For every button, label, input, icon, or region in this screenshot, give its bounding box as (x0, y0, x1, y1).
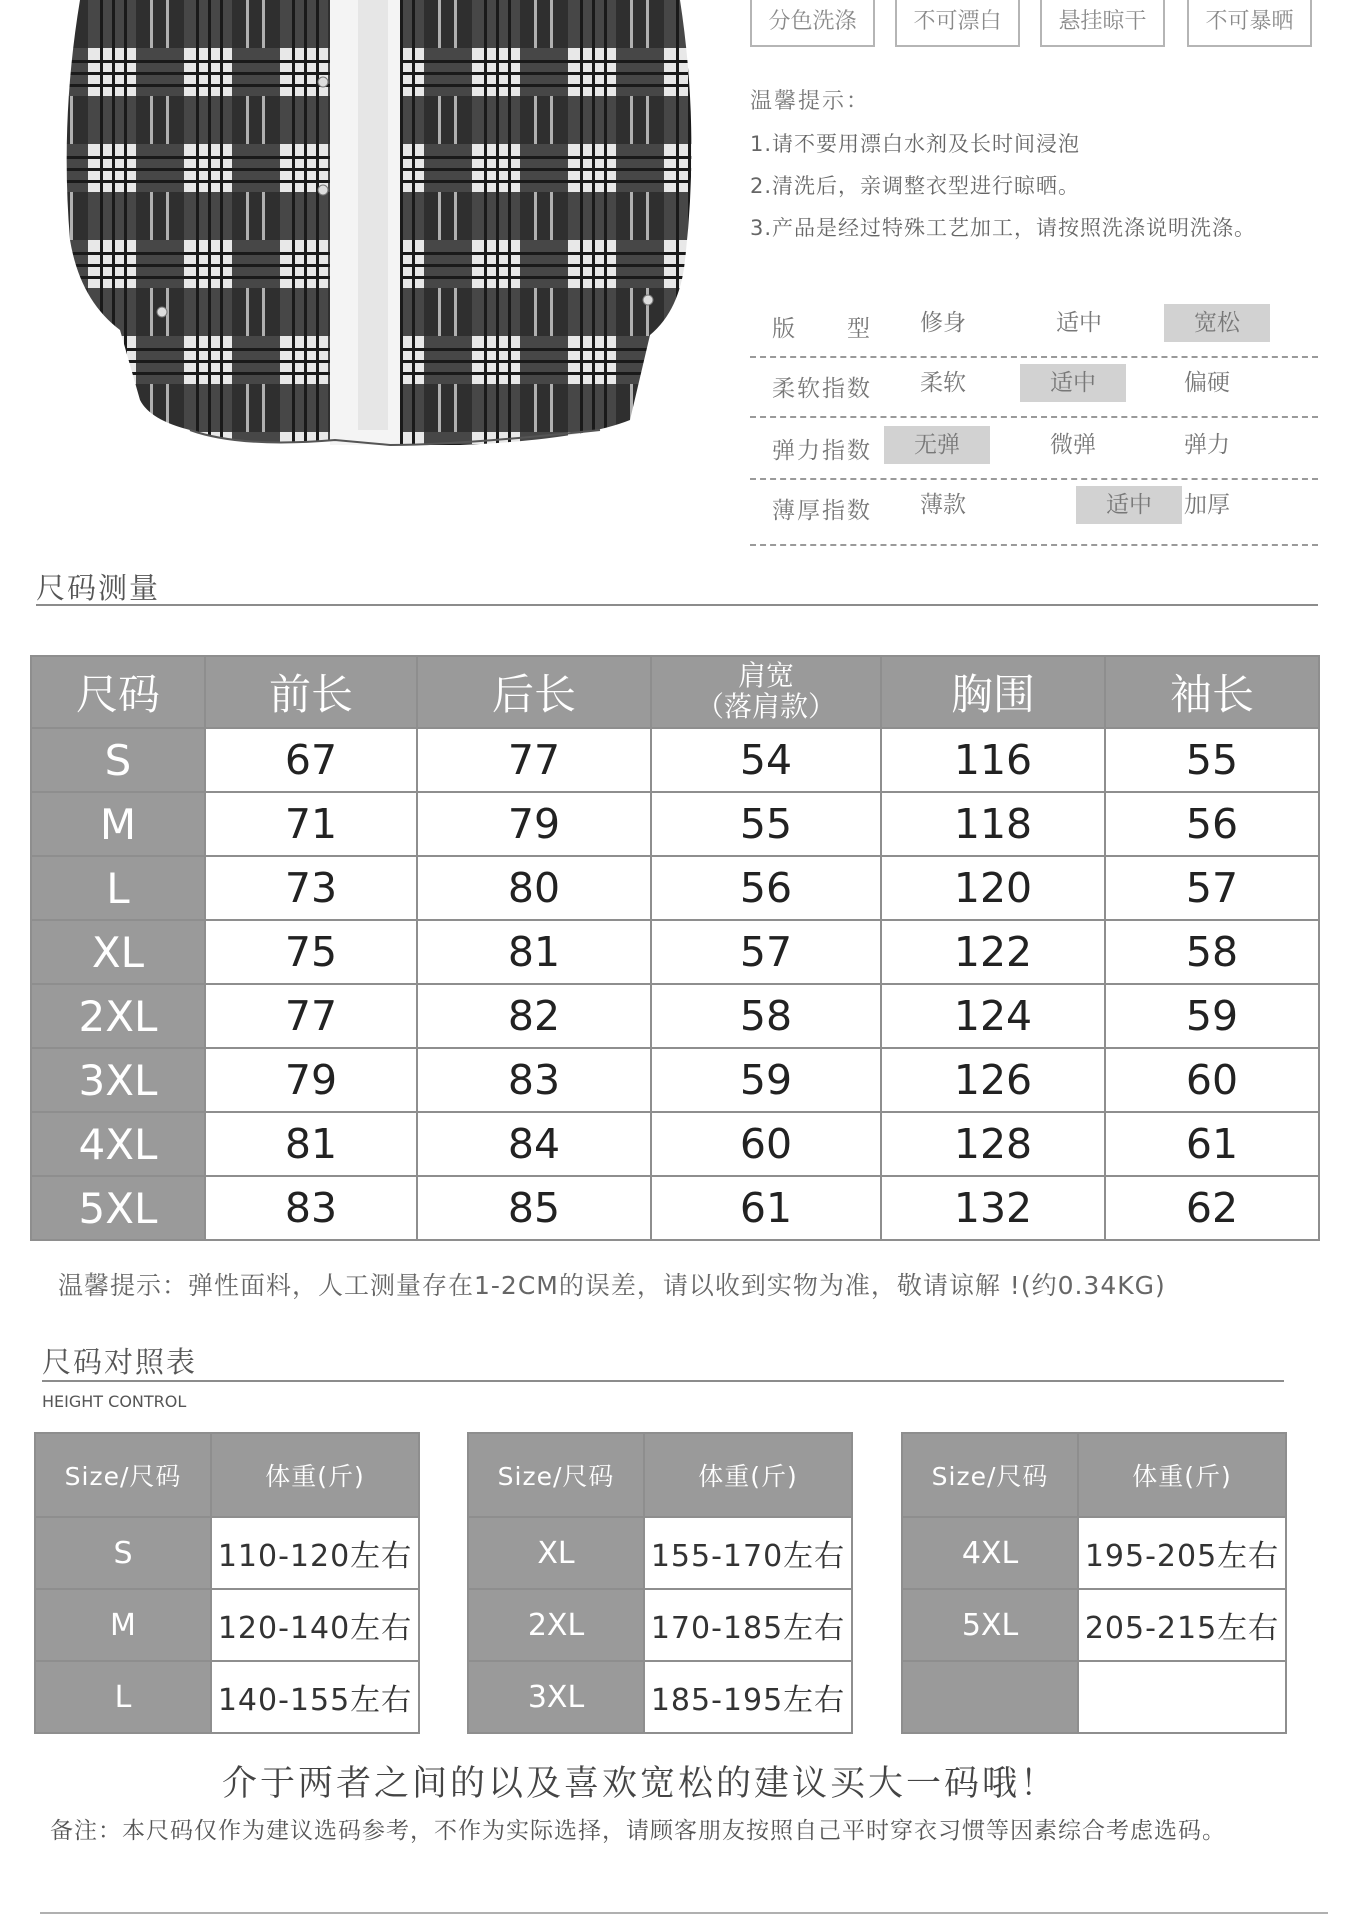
attr-row-fit (750, 298, 1318, 358)
value-cell: 124 (881, 984, 1105, 1048)
ref-size-cell: S (35, 1517, 211, 1589)
recommendation-text: 介于两者之间的以及喜欢宽松的建议买大一码哦！ (222, 1764, 1059, 1804)
reference-table-2 (467, 1432, 853, 1734)
ref-weight-cell: 155-170左右 (644, 1517, 852, 1589)
ref-size-cell: 3XL (468, 1661, 644, 1733)
measure-section-title: 尺码测量 (36, 571, 161, 605)
value-cell: 122 (881, 920, 1105, 984)
table-row (31, 920, 1319, 984)
care-tag-hang-dry: 悬挂晾干 (1040, 0, 1165, 47)
ref-size-cell: L (35, 1661, 211, 1733)
attr-option: 偏硬 (1184, 370, 1230, 396)
header-shoulder-label: 肩宽 (737, 659, 794, 692)
value-cell: 57 (1105, 856, 1319, 920)
ref-header-size: Size/尺码 (468, 1433, 644, 1517)
table-row (31, 792, 1319, 856)
attr-label: 薄厚指数 (772, 498, 872, 524)
reference-table-1 (34, 1432, 420, 1734)
value-cell: 56 (651, 856, 881, 920)
value-cell: 60 (1105, 1048, 1319, 1112)
attr-label: 弹力指数 (772, 438, 872, 464)
header-chest: 胸围 (881, 656, 1105, 728)
value-cell: 83 (205, 1176, 417, 1240)
value-cell: 56 (1105, 792, 1319, 856)
attr-row-elasticity (750, 420, 1318, 480)
table-row (468, 1661, 852, 1733)
header-size: 尺码 (31, 656, 205, 728)
value-cell: 54 (651, 728, 881, 792)
size-cell: XL (31, 920, 205, 984)
ref-weight-cell: 140-155左右 (211, 1661, 419, 1733)
bottom-divider (40, 1912, 1328, 1914)
value-cell: 79 (417, 792, 651, 856)
value-cell: 59 (1105, 984, 1319, 1048)
measurement-table (30, 655, 1320, 1241)
value-cell: 120 (881, 856, 1105, 920)
attr-row-thickness (750, 480, 1318, 546)
value-cell: 77 (205, 984, 417, 1048)
value-cell: 73 (205, 856, 417, 920)
table-row (902, 1661, 1286, 1733)
ref-header-weight: 体重(斤) (1078, 1433, 1286, 1517)
care-tag-separate-wash: 分色洗涤 (750, 0, 875, 47)
value-cell: 128 (881, 1112, 1105, 1176)
value-cell: 81 (205, 1112, 417, 1176)
table-row (31, 1048, 1319, 1112)
table-row (902, 1517, 1286, 1589)
value-cell: 61 (1105, 1112, 1319, 1176)
value-cell: 83 (417, 1048, 651, 1112)
size-cell: 3XL (31, 1048, 205, 1112)
attr-option-selected: 适中 (1076, 486, 1182, 524)
value-cell: 116 (881, 728, 1105, 792)
attr-option-selected: 宽松 (1164, 304, 1270, 342)
care-tag-no-sun: 不可暴晒 (1187, 0, 1312, 47)
ref-size-cell (902, 1661, 1078, 1733)
value-cell: 82 (417, 984, 651, 1048)
ref-size-cell: M (35, 1589, 211, 1661)
table-row (31, 984, 1319, 1048)
table-row (31, 1112, 1319, 1176)
value-cell: 59 (651, 1048, 881, 1112)
table-row (35, 1661, 419, 1733)
attr-label: 版 型 (772, 316, 872, 342)
value-cell: 80 (417, 856, 651, 920)
value-cell: 55 (651, 792, 881, 856)
value-cell: 58 (1105, 920, 1319, 984)
ref-header-size: Size/尺码 (902, 1433, 1078, 1517)
value-cell: 85 (417, 1176, 651, 1240)
attr-option: 加厚 (1184, 492, 1230, 518)
tips-line-2: 2.清洗后，亲调整衣型进行晾晒。 (750, 174, 1081, 198)
ref-weight-cell: 120-140左右 (211, 1589, 419, 1661)
attr-option-selected: 适中 (1020, 364, 1126, 402)
tips-title: 温馨提示： (750, 89, 871, 114)
value-cell: 58 (651, 984, 881, 1048)
measure-header-row (31, 656, 1319, 728)
measurement-note: 温馨提示：弹性面料，人工测量存在1-2CM的误差，请以收到实物为准，敬请谅解 !(约0.34KG) (58, 1271, 1166, 1300)
table-row (468, 1589, 852, 1661)
ref-size-cell: 4XL (902, 1517, 1078, 1589)
care-tag-no-bleach: 不可漂白 (895, 0, 1020, 47)
value-cell: 75 (205, 920, 417, 984)
reference-section-subtitle: HEIGHT CONTROL (42, 1392, 187, 1411)
ref-weight-cell: 195-205左右 (1078, 1517, 1286, 1589)
table-row (35, 1517, 419, 1589)
table-row (31, 1176, 1319, 1240)
value-cell: 60 (651, 1112, 881, 1176)
ref-weight-cell: 110-120左右 (211, 1517, 419, 1589)
ref-weight-cell: 185-195左右 (644, 1661, 852, 1733)
attr-option: 柔软 (920, 370, 966, 396)
value-cell: 81 (417, 920, 651, 984)
tips-line-1: 1.请不要用漂白水剂及长时间浸泡 (750, 132, 1081, 156)
table-row (902, 1589, 1286, 1661)
table-row (31, 728, 1319, 792)
size-cell: 2XL (31, 984, 205, 1048)
value-cell: 55 (1105, 728, 1319, 792)
ref-size-cell: 2XL (468, 1589, 644, 1661)
remark-text: 备注：本尺码仅作为建议选码参考，不作为实际选择，请顾客朋友按照自己平时穿衣习惯等因素综合考虑选码。 (50, 1818, 1226, 1844)
attr-option: 修身 (920, 310, 966, 336)
size-cell: 5XL (31, 1176, 205, 1240)
value-cell: 77 (417, 728, 651, 792)
ref-weight-cell: 170-185左右 (644, 1589, 852, 1661)
ref-size-cell: 5XL (902, 1589, 1078, 1661)
value-cell: 84 (417, 1112, 651, 1176)
reference-section-divider (42, 1380, 1284, 1382)
header-sleeve: 袖长 (1105, 656, 1319, 728)
value-cell: 79 (205, 1048, 417, 1112)
reference-table-3 (901, 1432, 1287, 1734)
table-row (31, 856, 1319, 920)
value-cell: 61 (651, 1176, 881, 1240)
attr-option: 微弹 (1050, 432, 1096, 458)
table-row (35, 1589, 419, 1661)
plaid-shirt-photo (40, 0, 700, 450)
value-cell: 57 (651, 920, 881, 984)
size-cell: L (31, 856, 205, 920)
attr-option: 弹力 (1184, 432, 1230, 458)
value-cell: 71 (205, 792, 417, 856)
table-row (468, 1517, 852, 1589)
size-cell: S (31, 728, 205, 792)
size-cell: 4XL (31, 1112, 205, 1176)
ref-size-cell: XL (468, 1517, 644, 1589)
ref-header-weight: 体重(斤) (211, 1433, 419, 1517)
size-cell: M (31, 792, 205, 856)
tips-line-3: 3.产品是经过特殊工艺加工，请按照洗涤说明洗涤。 (750, 216, 1257, 240)
value-cell: 62 (1105, 1176, 1319, 1240)
header-front-length: 前长 (205, 656, 417, 728)
attr-label: 柔软指数 (772, 376, 872, 402)
attr-option: 适中 (1056, 310, 1102, 336)
attr-option: 薄款 (920, 492, 966, 518)
header-shoulder-note: （落肩款） (695, 690, 836, 723)
attr-option-selected: 无弹 (884, 426, 990, 464)
reference-section-title: 尺码对照表 (42, 1345, 198, 1379)
ref-header-size: Size/尺码 (35, 1433, 211, 1517)
ref-weight-cell (1078, 1661, 1286, 1733)
header-shoulder (651, 656, 881, 728)
value-cell: 67 (205, 728, 417, 792)
value-cell: 118 (881, 792, 1105, 856)
header-back-length: 后长 (417, 656, 651, 728)
measure-section-divider (36, 604, 1318, 606)
value-cell: 132 (881, 1176, 1105, 1240)
attr-row-softness (750, 358, 1318, 418)
ref-weight-cell: 205-215左右 (1078, 1589, 1286, 1661)
value-cell: 126 (881, 1048, 1105, 1112)
ref-header-weight: 体重(斤) (644, 1433, 852, 1517)
